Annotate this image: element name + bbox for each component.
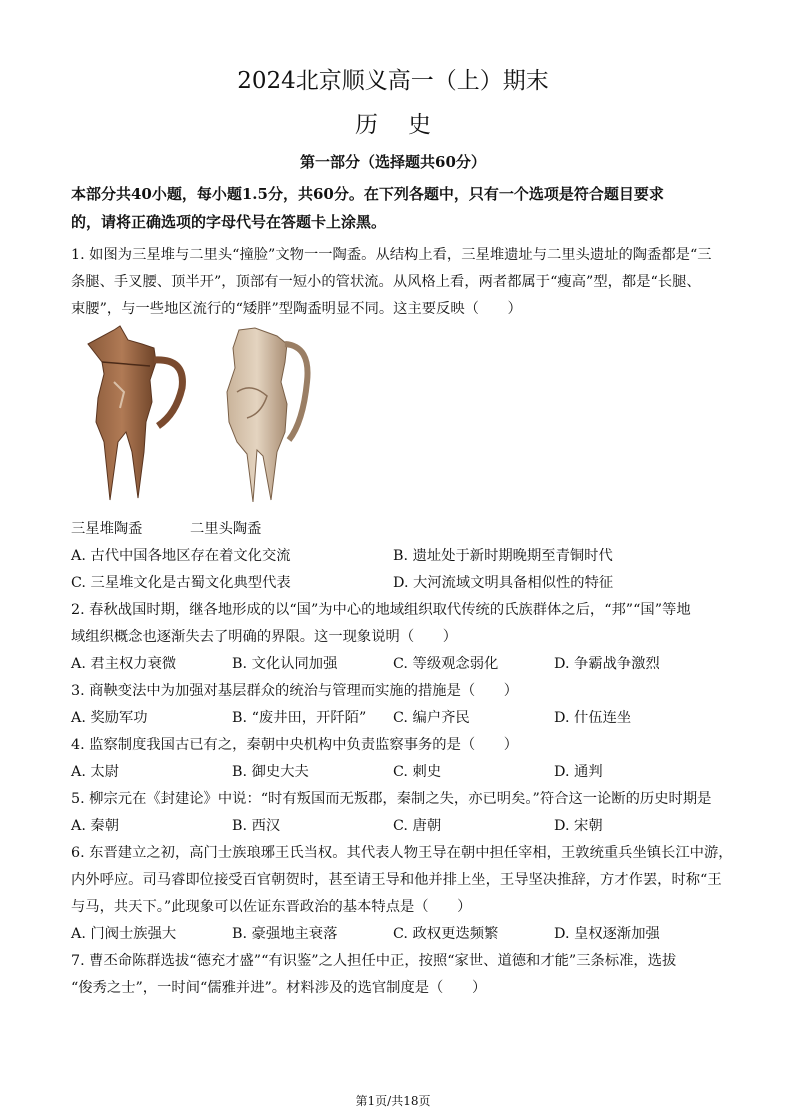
q1-caption-sanxingdui: 三星堆陶盉	[71, 521, 143, 537]
q6-option-a[interactable]: A. 门阀士族强大	[71, 926, 177, 942]
page-number: 第1页/共18页	[355, 1094, 431, 1108]
q5-option-b[interactable]: B. 西汉	[232, 818, 281, 834]
q6-option-b[interactable]: B. 豪强地主衰落	[232, 926, 338, 942]
erlitou-pottery-he-image	[207, 322, 327, 506]
q4-option-b[interactable]: B. 御史大夫	[232, 764, 309, 780]
q6-stem-line-2: 内外呼应。司马睿即位接受百官朝贺时，甚至请王导和他并排上坐，王导坚决推辞，方才作罢，时称“王	[71, 872, 722, 888]
q3-stem-line-1: 3. 商鞅变法中为加强对基层群众的统治与管理而实施的措施是（ ）	[71, 683, 519, 699]
q2-stem-line-1: 2. 春秋战国时期，继各地形成的以“国”为中心的地域组织取代传统的氏族群体之后，“邦”“国”等地	[71, 602, 691, 618]
q1-option-c[interactable]: C. 三星堆文化是古蜀文化典型代表	[71, 575, 291, 591]
q5-option-c[interactable]: C. 唐朝	[393, 818, 442, 834]
q1-option-d[interactable]: D. 大河流域文明具备相似性的特征	[393, 575, 614, 591]
page-title: 2024北京顺义高一（上）期末	[237, 68, 549, 94]
q6-stem-line-1: 6. 东晋建立之初，高门士族琅琊王氏当权。其代表人物王导在朝中担任宰相，王敦统重兵坐镇长江中游，	[71, 845, 733, 861]
q3-option-a[interactable]: A. 奖励军功	[71, 710, 148, 726]
q1-option-b[interactable]: B. 遗址处于新时期晚期至青铜时代	[393, 548, 613, 564]
q3-option-b[interactable]: B. “废井田，开阡陌”	[232, 710, 367, 726]
q3-option-c[interactable]: C. 编户齐民	[393, 710, 470, 726]
q7-stem-line-1: 7. 曹丕命陈群选拔“德充才盛”“有识鉴”之人担任中正，按照“家世、道德和才能”三条标准，选拔	[71, 953, 677, 969]
sanxingdui-pottery-he-image	[84, 322, 194, 504]
section-heading: 第一部分（选择题共60分）	[300, 153, 486, 171]
q2-option-c[interactable]: C. 等级观念弱化	[393, 656, 499, 672]
q1-stem-line-3: 束腰”，与一些地区流行的“矮胖”型陶盉明显不同。这主要反映（ ）	[71, 301, 522, 317]
q5-stem-line-1: 5. 柳宗元在《封建论》中说：“时有叛国而无叛郡，秦制之失，亦已明矣。”符合这一论断的历史时期是	[71, 791, 712, 807]
q4-option-c[interactable]: C. 刺史	[393, 764, 442, 780]
q6-stem-line-3: 与马，共天下。”此现象可以佐证东晋政治的基本特点是（ ）	[71, 899, 472, 915]
subject-title: 历史	[355, 112, 461, 138]
q6-option-d[interactable]: D. 皇权逐渐加强	[554, 926, 660, 942]
q6-option-c[interactable]: C. 政权更迭频繁	[393, 926, 499, 942]
q5-option-d[interactable]: D. 宋朝	[554, 818, 603, 834]
q4-stem-line-1: 4. 监察制度我国古已有之，秦朝中央机构中负责监察事务的是（ ）	[71, 737, 519, 753]
q1-option-a[interactable]: A. 古代中国各地区存在着文化交流	[71, 548, 291, 564]
q2-option-d[interactable]: D. 争霸战争激烈	[554, 656, 660, 672]
q2-stem-line-2: 域组织概念也逐渐失去了明确的界限。这一现象说明（ ）	[71, 629, 458, 645]
q5-option-a[interactable]: A. 秦朝	[71, 818, 120, 834]
instructions-line-1: 本部分共40小题，每小题1.5分，共60分。在下列各题中，只有一个选项是符合题目要求	[71, 185, 664, 203]
q3-option-d[interactable]: D. 什伍连坐	[554, 710, 632, 726]
q1-stem-line-1: 1. 如图为三星堆与二里头“撞脸”文物一一陶盉。从结构上看，三星堆遗址与二里头遗址的陶盉都是“三	[71, 247, 712, 263]
instructions-line-2: 的，请将正确选项的字母代号在答题卡上涂黑。	[71, 213, 387, 231]
q2-option-b[interactable]: B. 文化认同加强	[232, 656, 338, 672]
q7-stem-line-2: “俊秀之士”，一时间“儒雅并进”。材料涉及的选官制度是（ ）	[71, 980, 487, 996]
q1-caption-erlitou: 二里头陶盉	[190, 521, 262, 537]
q2-option-a[interactable]: A. 君主权力衰微	[71, 656, 177, 672]
q4-option-a[interactable]: A. 太尉	[71, 764, 120, 780]
q4-option-d[interactable]: D. 通判	[554, 764, 603, 780]
q1-stem-line-2: 条腿、手叉腰、顶半开”，顶部有一短小的管状流。从风格上看，两者都属于“瘦高”型，都是“长腿、	[71, 274, 701, 290]
